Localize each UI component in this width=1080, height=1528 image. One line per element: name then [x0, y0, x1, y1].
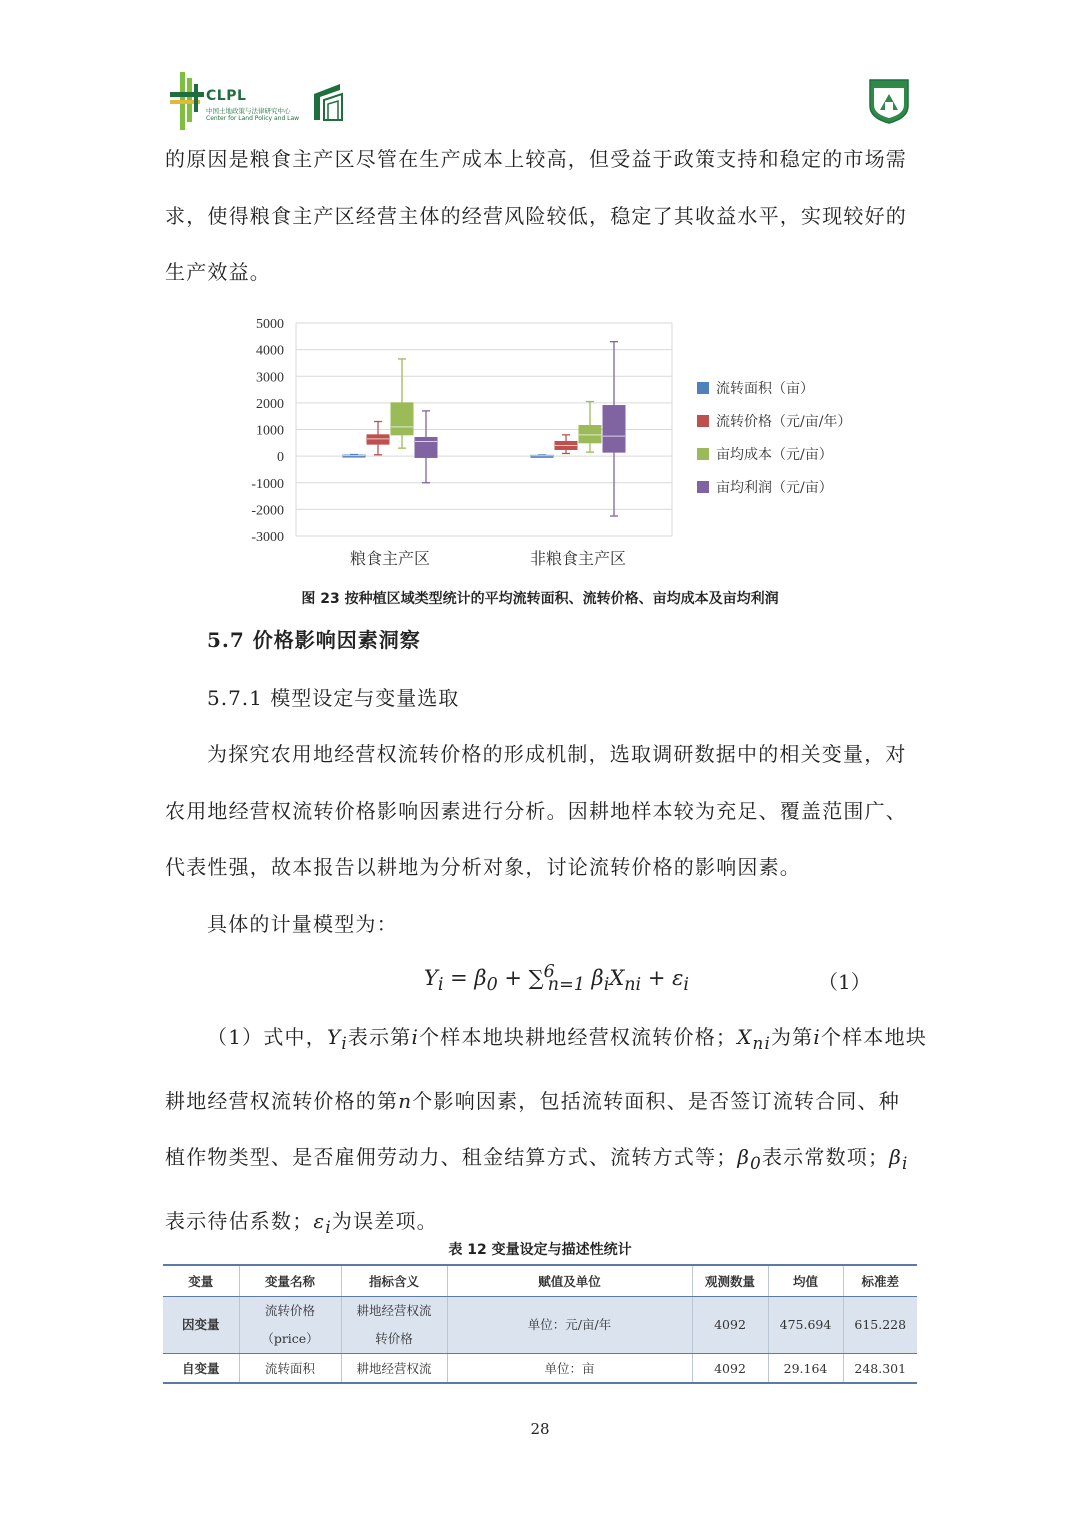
table-caption: 表 12 变量设定与描述性统计 — [448, 1242, 632, 1258]
table-cell: 流转价格 （price） — [239, 1297, 341, 1354]
paragraph-model — [165, 896, 917, 953]
table-cell: 248.301 — [843, 1354, 917, 1384]
building-logo-icon — [312, 82, 344, 122]
legend-label: 流转面积（亩） — [716, 381, 814, 397]
text-line: 的原因是粮食主产区尽管在生产成本上较高，但受益于政策支持和稳定的市场需 — [165, 147, 907, 171]
table-row — [163, 1354, 917, 1384]
logo-chinese-name: 中国土地政策与法律研究中心 — [206, 107, 291, 115]
paragraph-conclusion — [165, 131, 917, 301]
text-line: 表示待估系数；$\varepsilon_i$为误差项。 — [165, 1208, 438, 1237]
table-cell: 单位：亩 — [447, 1354, 692, 1384]
text-line: 农用地经营权流转价格影响因素进行分析。因耕地样本较为充足、覆盖范围广、 — [165, 798, 907, 823]
clpl-logo — [168, 70, 348, 132]
text-line: 植作物类型、是否雇佣劳动力、租金结算方式、流转方式等；$\beta_0$表示常数项；$\beta_i$ — [165, 1145, 909, 1173]
section-title: 5.7 价格影响因素洞察 — [207, 628, 421, 652]
y-tick-label: 0 — [277, 450, 284, 466]
y-tick-label: 1000 — [256, 423, 284, 439]
y-tick-label: -3000 — [251, 530, 284, 545]
x-category-label: 粮食主产区 — [349, 549, 431, 568]
y-tick-label: 5000 — [256, 317, 284, 332]
regression-formula: $Y_i = \beta_0 + \sum^6_{n=1}$ $\beta_iX_{ni} + \varepsilon_i$ — [424, 962, 689, 996]
table-header-cell: 变量名称 — [239, 1265, 341, 1297]
box-body — [391, 403, 413, 435]
table-header-cell: 指标含义 — [341, 1265, 447, 1297]
text-line: （1）式中，$Y_i$表示第i个样本地块耕地经营权流转价格；$X_{ni}$为第i个样本地块 — [207, 1025, 928, 1053]
table-cell: 单位：元/亩/年 — [447, 1297, 692, 1354]
legend-label: 流转价格（元/亩/年） — [716, 414, 852, 430]
text-line: 具体的计量模型为： — [207, 912, 398, 936]
text-line: 耕地经营权流转价格的第n个影响因素，包括流转面积、是否签订流转合同、种 — [165, 1088, 900, 1113]
page-number: 28 — [530, 1420, 550, 1438]
table-cell: 自变量 — [163, 1354, 239, 1384]
logo-title: CLPL — [206, 88, 247, 104]
table-header-cell: 均值 — [768, 1265, 843, 1297]
table-cell: 耕地经营权流 — [341, 1354, 447, 1384]
y-tick-label: 4000 — [256, 343, 284, 359]
table-cell: 流转面积 — [239, 1354, 341, 1384]
table-header-row — [163, 1265, 917, 1297]
y-tick-label: -2000 — [251, 503, 284, 519]
box-body — [603, 406, 625, 453]
y-tick-label: 2000 — [256, 396, 284, 412]
text-line: 生产效益。 — [165, 260, 271, 284]
university-seal-icon — [866, 76, 912, 124]
table-header-cell: 赋值及单位 — [447, 1265, 692, 1297]
table-header-cell: 观测数量 — [692, 1265, 768, 1297]
table-header-cell: 变量 — [163, 1265, 239, 1297]
text-line: 为探究农用地经营权流转价格的形成机制，选取调研数据中的相关变量，对 — [207, 742, 907, 766]
legend-swatch — [697, 382, 709, 394]
boxplot-chart — [230, 310, 870, 580]
legend-label: 亩均成本（元/亩） — [716, 447, 833, 463]
text-line: 代表性强，故本报告以耕地为分析对象，讨论流转价格的影响因素。 — [165, 855, 801, 879]
box-body — [579, 426, 601, 443]
y-tick-label: 3000 — [256, 370, 284, 386]
descriptive-stats-table — [163, 1264, 917, 1384]
table-cell: 4092 — [692, 1297, 768, 1354]
formula-number: （1） — [818, 970, 871, 994]
table-header-cell: 标准差 — [843, 1265, 917, 1297]
table-cell: 4092 — [692, 1354, 768, 1384]
table-cell: 475.694 — [768, 1297, 843, 1354]
box-body — [367, 435, 389, 444]
legend-swatch — [697, 415, 709, 427]
x-category-label: 非粮食主产区 — [529, 549, 627, 568]
table-cell: 29.164 — [768, 1354, 843, 1384]
logo-english-name: Center for Land Policy and Law — [206, 115, 300, 122]
paragraph-variables — [165, 1009, 928, 1256]
text-line: 求，使得粮食主产区经营主体的经营风险较低，稳定了其收益水平，实现较好的 — [165, 203, 907, 228]
y-tick-label: -1000 — [251, 476, 284, 492]
table-cell: 耕地经营权流 转价格 — [341, 1297, 447, 1354]
legend-label: 亩均利润（元/亩） — [716, 480, 833, 496]
legend-swatch — [697, 481, 709, 493]
table-cell: 因变量 — [163, 1297, 239, 1354]
clpl-emblem-icon — [168, 70, 206, 132]
figure-caption: 图 23 按种植区域类型统计的平均流转面积、流转价格、亩均成本及亩均利润 — [301, 591, 779, 607]
paragraph-intro — [165, 726, 917, 896]
box-body — [415, 437, 437, 457]
legend-swatch — [697, 448, 709, 460]
subsection-title: 5.7.1 模型设定与变量选取 — [207, 686, 460, 710]
table-row — [163, 1297, 917, 1354]
table-cell: 615.228 — [843, 1297, 917, 1354]
